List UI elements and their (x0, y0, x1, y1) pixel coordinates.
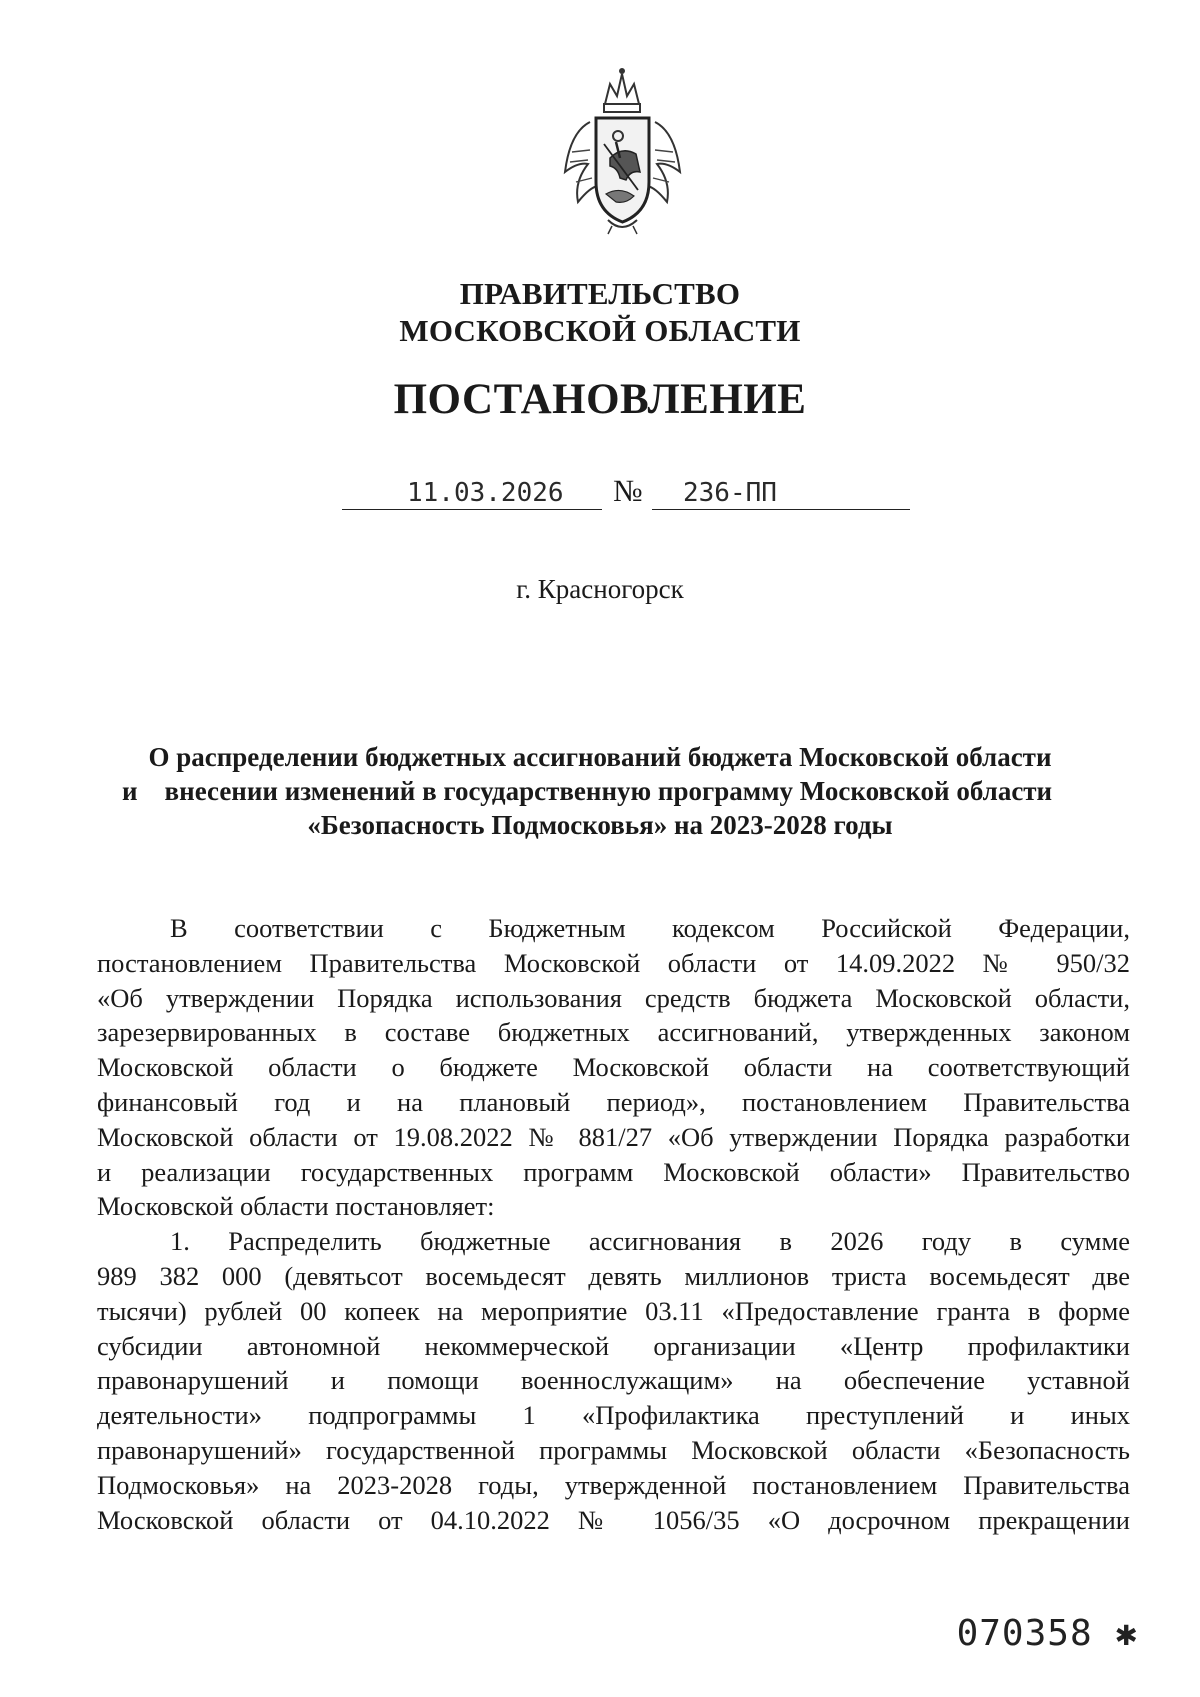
subject-line-2: и внесении изменений в государственную программу Московской области (122, 776, 1053, 806)
document-type-title: ПОСТАНОВЛЕНИЕ (393, 376, 807, 423)
body-line: Московской области о бюджете Московской области на соответствующий (97, 1052, 1130, 1083)
body-line: финансовый год и на плановый период», постановлением Правительства (97, 1087, 1130, 1117)
government-name-line2: МОСКОВСКОЙ ОБЛАСТИ (399, 313, 801, 348)
body-line: 1. Распределить бюджетные ассигнования в 2026 году в сумме (170, 1226, 1130, 1257)
coat-of-arms-emblem (560, 62, 685, 237)
subject-line-3: «Безопасность Подмосковья» на 2023-2028 годы (307, 810, 893, 840)
body-line: Московской области постановляет: (97, 1191, 495, 1222)
body-line: постановлением Правительства Московской области от 14.09.2022 № 950/32 (97, 947, 1130, 978)
body-line: тысячи) рублей 00 копеек на мероприятие 03.11 «Предоставление гранта в форме (97, 1295, 1130, 1326)
body-line: Московской области от 19.08.2022 № 881/27 «Об утверждении Порядка разработки (97, 1121, 1130, 1152)
body-line: «Об утверждении Порядка использования средств бюджета Московской области, (97, 982, 1130, 1013)
body-line: деятельности» подпрограммы 1 «Профилактика преступлений и иных (97, 1400, 1130, 1431)
number-sign: № (613, 473, 643, 508)
body-line: В соответствии с Бюджетным кодексом Российской Федерации, (170, 913, 1130, 943)
document-date: 11.03.2026 (407, 478, 564, 508)
body-line: 989 382 000 (девятьсот восемьдесят девять миллионов триста восемьдесят две (97, 1261, 1130, 1291)
body-line: Подмосковья» на 2023-2028 годы, утвержденной постановлением Правительства (97, 1469, 1130, 1500)
document-serial-number (957, 1614, 1138, 1654)
serial-mark: ✱ (1115, 1613, 1138, 1654)
body-line: правонарушений и помощи военнослужащим» на обеспечение уставной (97, 1365, 1130, 1396)
city-name: г. Красногорск (516, 574, 684, 604)
subject-line-1: О распределении бюджетных ассигнований бюджета Московской области (148, 742, 1052, 772)
body-line: и реализации государственных программ Московской области» Правительство (97, 1156, 1130, 1187)
body-line: правонарушений» государственной программы Московской области «Безопасность (97, 1435, 1130, 1465)
body-line: Московской области от 04.10.2022 № 1056/35 «О досрочном прекращении (97, 1504, 1130, 1535)
document-number: 236-ПП (683, 478, 777, 508)
body-line: субсидии автономной некоммерческой организации «Центр профилактики (97, 1330, 1130, 1361)
serial-number: 070358 (956, 1613, 1093, 1654)
government-name-line1: ПРАВИТЕЛЬСТВО (459, 276, 741, 311)
body-line: зарезервированных в составе бюджетных ассигнований, утвержденных законом (97, 1017, 1130, 1048)
